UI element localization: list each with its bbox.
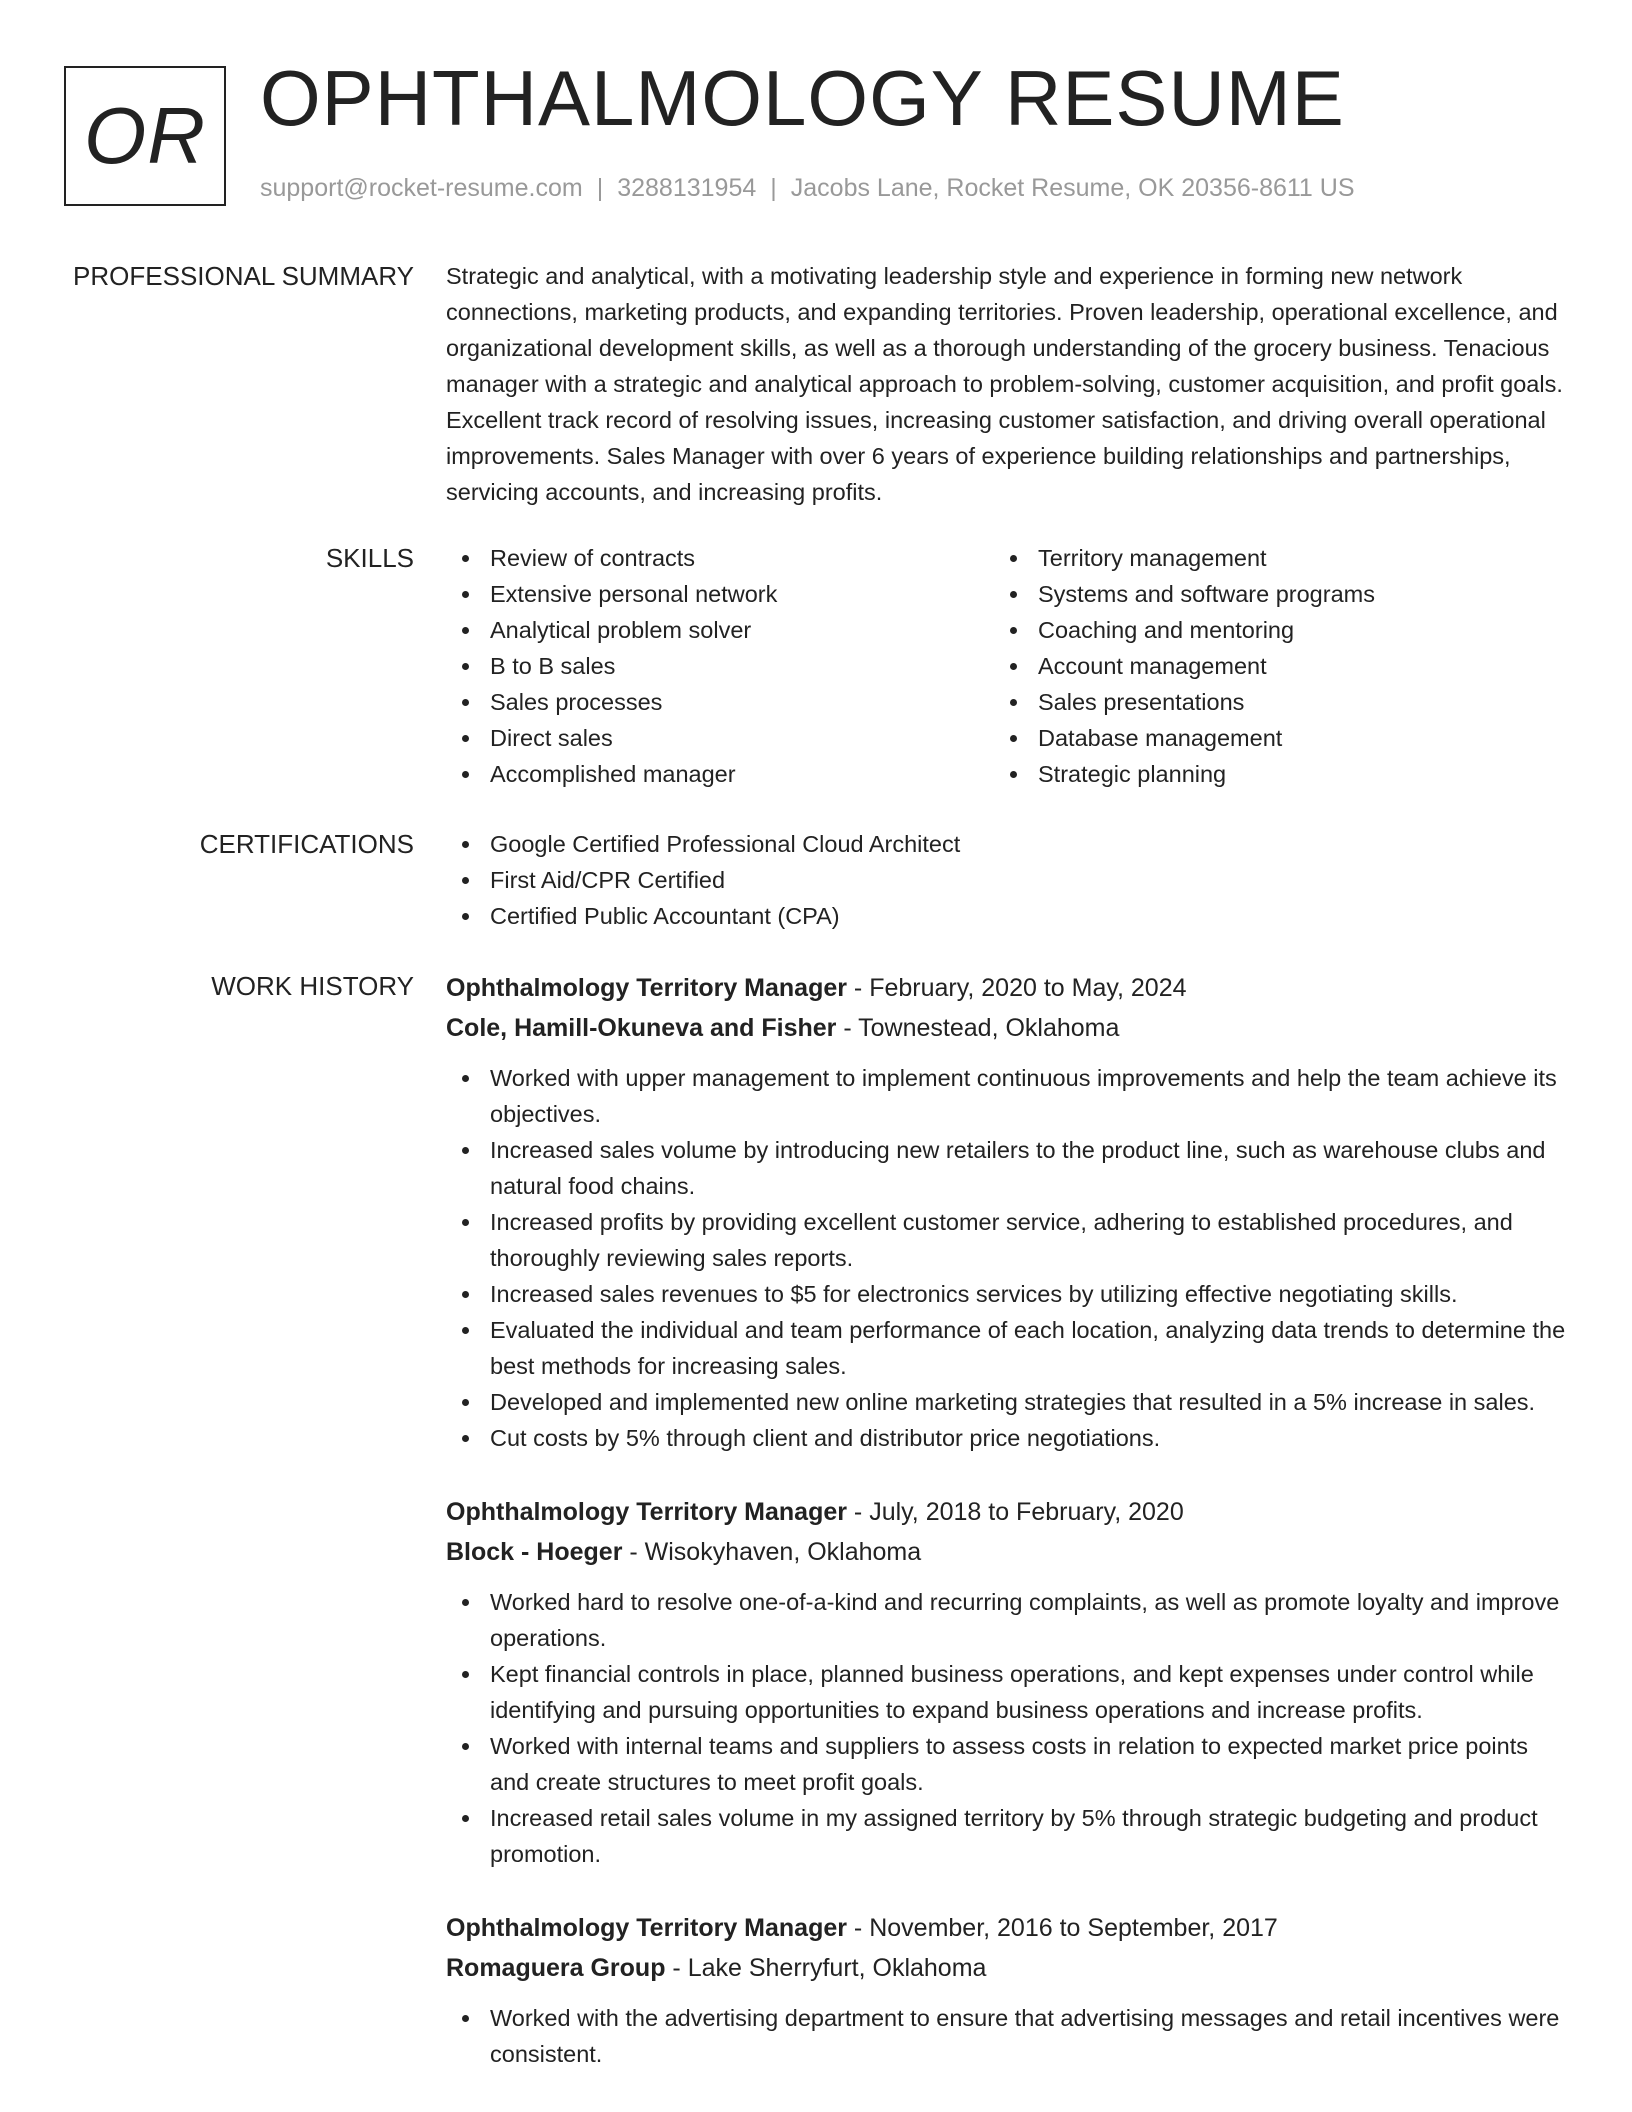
- certification-item: Google Certified Professional Cloud Architect: [446, 826, 1566, 862]
- work-history-body: [446, 968, 1566, 2108]
- job-title: Ophthalmology Territory Manager: [446, 1914, 847, 1942]
- skill-item: Account management: [994, 648, 1542, 684]
- skill-item: Sales presentations: [994, 684, 1542, 720]
- job-duty: Cut costs by 5% through client and distributor price negotiations.: [446, 1420, 1566, 1456]
- job-title-line: [446, 1908, 1566, 1948]
- job-location: - Townestead, Oklahoma: [836, 1014, 1120, 1042]
- job-dates: - February, 2020 to May, 2024: [846, 974, 1187, 1002]
- skill-item: Sales processes: [446, 684, 994, 720]
- job-duty: Increased retail sales volume in my assigned territory by 5% through strategic budgeting and product promotion.: [446, 1800, 1566, 1872]
- contact-separator: |: [596, 174, 604, 202]
- certifications-body: [446, 826, 1566, 934]
- summary-heading: PROFESSIONAL SUMMARY: [73, 261, 414, 291]
- job-duty: Increased sales revenues to $5 for electronics services by utilizing effective negotiating skills.: [446, 1276, 1566, 1312]
- skill-item: Database management: [994, 720, 1542, 756]
- contact-address: Jacobs Lane, Rocket Resume, OK 20356-8611 US: [790, 174, 1355, 202]
- skills-list-right: [994, 540, 1542, 792]
- job-duty: Developed and implemented new online marketing strategies that resulted in a 5% increase in sales.: [446, 1384, 1566, 1420]
- job-duty: Worked with the advertising department to ensure that advertising messages and retail incentives were consistent.: [446, 2000, 1566, 2072]
- job-company-line: [446, 1008, 1566, 1048]
- job-duties-list: [446, 2000, 1566, 2072]
- page-title: OPHTHALMOLOGY RESUME: [260, 54, 1345, 142]
- job-dates: - November, 2016 to September, 2017: [846, 1914, 1278, 1942]
- job-company: Cole, Hamill-Okuneva and Fisher: [446, 1014, 837, 1042]
- contact-line: [260, 174, 1355, 203]
- skills-body: [446, 540, 1566, 792]
- job-company: Romaguera Group: [446, 1954, 666, 1982]
- job-entry: [446, 1908, 1566, 2072]
- job-duty: Evaluated the individual and team performance of each location, analyzing data trends to determine the best methods for increasing sales.: [446, 1312, 1566, 1384]
- job-duty: Increased sales volume by introducing new retailers to the product line, such as warehouse clubs and natural food chains.: [446, 1132, 1566, 1204]
- job-company-line: [446, 1948, 1566, 1988]
- contact-separator: |: [770, 174, 777, 202]
- job-location: - Wisokyhaven, Oklahoma: [622, 1538, 922, 1566]
- job-duty: Worked with upper management to implement continuous improvements and help the team achieve its objectives.: [446, 1060, 1566, 1132]
- skill-item: Review of contracts: [446, 540, 994, 576]
- skills-heading: SKILLS: [325, 543, 414, 573]
- skill-item: Systems and software programs: [994, 576, 1542, 612]
- job-duty: Worked hard to resolve one-of-a-kind and recurring complaints, as well as promote loyalty and improve operations.: [446, 1584, 1566, 1656]
- skill-item: Coaching and mentoring: [994, 612, 1542, 648]
- job-duties-list: [446, 1060, 1566, 1456]
- job-duty: Kept financial controls in place, planned business operations, and kept expenses under control while identifying and pursuing opportunities to expand business operations and increase profits.: [446, 1656, 1566, 1728]
- job-entry: [446, 1492, 1566, 1872]
- summary-body: [446, 258, 1566, 510]
- job-dates: - July, 2018 to February, 2020: [846, 1498, 1184, 1526]
- summary-text: Strategic and analytical, with a motivating leadership style and experience in forming new network connections, marketing products, and expanding territories. Proven leadership, operational excellence, and organizational development skills, as well as a thorough understanding of the grocery business. Tenacious manager with a strategic and analytical approach to problem-solving, customer acquisition, and profit goals. Excellent track record of resolving issues, increasing customer satisfaction, and driving overall operational improvements. Sales Manager with over 6 years of experience building relationships and partnerships, servicing accounts, and increasing profits.: [446, 263, 1563, 505]
- job-company: Block - Hoeger: [446, 1538, 623, 1566]
- skill-item: Accomplished manager: [446, 756, 994, 792]
- skill-item: Direct sales: [446, 720, 994, 756]
- job-company-line: [446, 1532, 1566, 1572]
- contact-email[interactable]: support@rocket-resume.com: [260, 174, 583, 202]
- skill-item: B to B sales: [446, 648, 994, 684]
- monogram-logo: OR: [64, 66, 226, 206]
- certification-item: Certified Public Accountant (CPA): [446, 898, 1566, 934]
- job-duty: Worked with internal teams and suppliers to assess costs in relation to expected market price points and create structures to meet profit goals.: [446, 1728, 1566, 1800]
- job-duties-list: [446, 1584, 1566, 1872]
- job-title: Ophthalmology Territory Manager: [446, 974, 847, 1002]
- job-entry: [446, 968, 1566, 1456]
- contact-phone[interactable]: 3288131954: [617, 174, 757, 202]
- skill-item: Strategic planning: [994, 756, 1542, 792]
- job-title: Ophthalmology Territory Manager: [446, 1498, 847, 1526]
- skill-item: Analytical problem solver: [446, 612, 994, 648]
- certifications-heading: CERTIFICATIONS: [199, 829, 414, 859]
- certification-item: First Aid/CPR Certified: [446, 862, 1566, 898]
- skills-list-left: [446, 540, 994, 792]
- work-history-heading: WORK HISTORY: [211, 971, 414, 1001]
- certifications-list: [446, 826, 1566, 934]
- job-title-line: [446, 1492, 1566, 1532]
- job-duty: Increased profits by providing excellent customer service, adhering to established procedures, and thoroughly reviewing sales reports.: [446, 1204, 1566, 1276]
- job-title-line: [446, 968, 1566, 1008]
- skill-item: Extensive personal network: [446, 576, 994, 612]
- skills-grid: [446, 540, 1566, 792]
- job-location: - Lake Sherryfurt, Oklahoma: [665, 1954, 987, 1982]
- skill-item: Territory management: [994, 540, 1542, 576]
